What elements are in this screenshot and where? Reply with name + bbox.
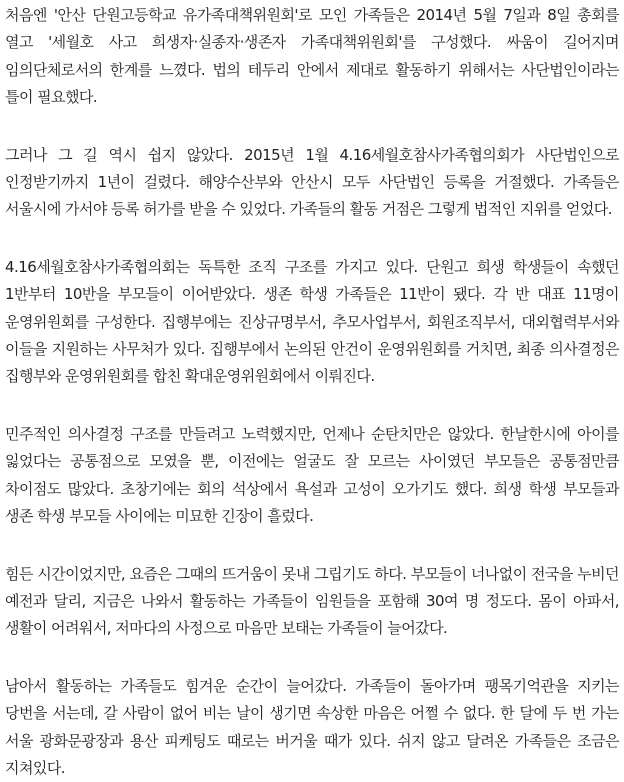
paragraph-3: 4.16세월호참사가족협의회는 독특한 조직 구조를 가지고 있다. 단원고 희생 학생들이 속했던 1반부터 10반을 부모들이 이어받았다. 생존 학생 가족들은 11반이 됐다. 각 반 대표 11명이 운영위원회를 구성한다. 집행부에는 진상규명부서, 추모사업부서, 회원조직부서, 대외협력부서와 이들을 지원하는 사무처가 있다. 집행부에서 논의된 안건이 운영위원회를 거치면, 최종 의사결정은 집행부와 운영위원회를 합친 확대운영위원회에서 이뤄진다. [5,257,619,386]
paragraph-6: 남아서 활동하는 가족들도 힘겨운 순간이 늘어갔다. 가족들이 돌아가며 팽목기억관을 지키는 당번을 서는데, 갈 사람이 없어 비는 날이 생기면 속상한 마음은 어쩔 수 없다. 한 달에 두 번 가는 서울 광화문광장과 용산 피케팅도 때로는 버거울 때가 있다. 쉬지 않고 달려온 가족들은 조금은 지쳐있다. [5,676,619,777]
paragraph-2: 그러나 그 길 역시 쉽지 않았다. 2015년 1월 4.16세월호참사가족협의회가 사단법인으로 인정받기까지 1년이 걸렸다. 해양수산부와 안산시 모두 사단법인 등록을 거절했다. 가족들은 서울시에 가서야 등록 허가를 받을 수 있었다. 가족들의 활동 거점은 그렇게 법적인 지위를 얻었다. [5,145,619,219]
paragraph-5: 힘든 시간이었지만, 요즘은 그때의 뜨거움이 못내 그립기도 하다. 부모들이 너나없이 전국을 누비던 예전과 달리, 지금은 나와서 활동하는 가족들이 임원들을 포함해 30여 명 정도다. 몸이 아파서, 생활이 어려워서, 저마다의 사정으로 마음만 보태는 가족들이 늘어갔다. [5,564,619,638]
paragraph-1: 처음엔 '안산 단원고등학교 유가족대책위원회'로 모인 가족들은 2014년 5월 7일과 8일 총회를 열고 '세월호 사고 희생자·실종자·생존자 가족대책위원회'를 구성했다. 싸움이 길어지며 임의단체로서의 한계를 느꼈다. 법의 테두리 안에서 제대로 활동하기 위해서는 사단법인이라는 틀이 필요했다. [5,6,619,107]
paragraph-4: 민주적인 의사결정 구조를 만들려고 노력했지만, 언제나 순탄치만은 않았다. 한날한시에 아이를 잃었다는 공통점으로 모였을 뿐, 이전에는 얼굴도 잘 모르는 사이였던 부모들은 공통점만큼 차이점도 많았다. 초창기에는 회의 석상에서 욕설과 고성이 오가기도 했다. 희생 학생 부모들과 생존 학생 부모들 사이에는 미묘한 긴장이 흘렀다. [5,424,619,526]
